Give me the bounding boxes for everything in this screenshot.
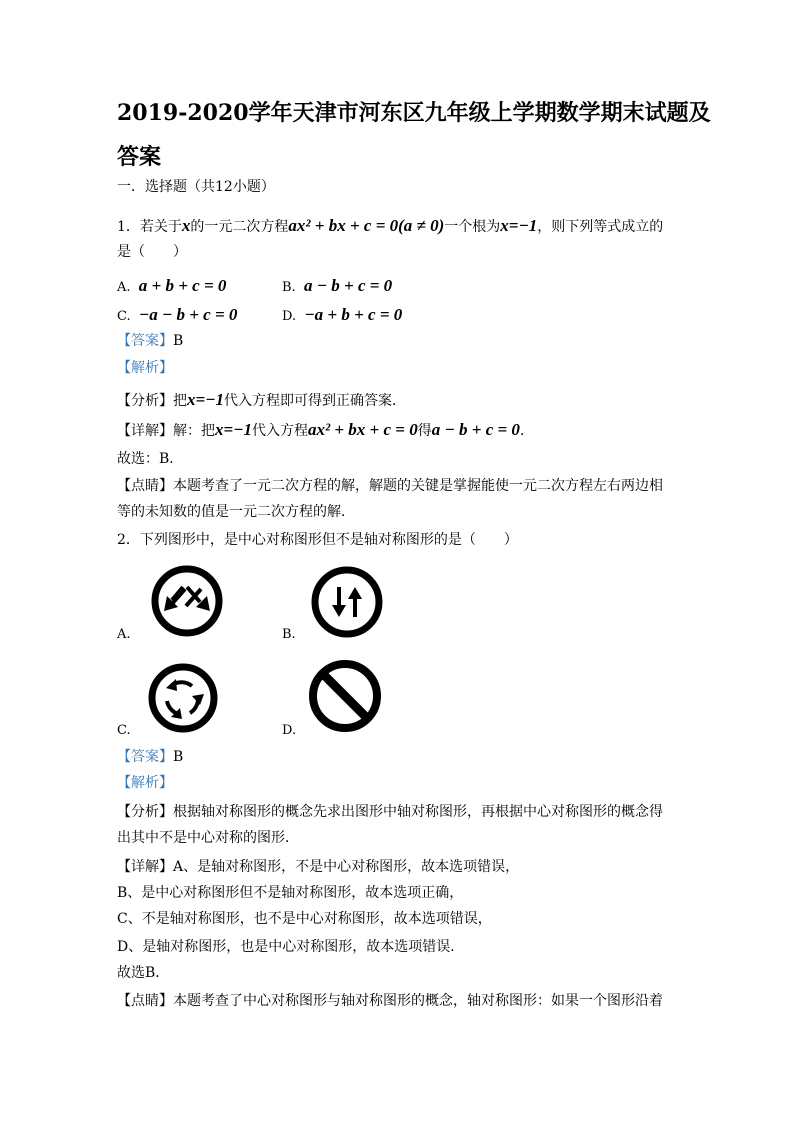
text: 根据轴对称图形的概念先求出图形中轴对称图形，再根据中心对称图形的概念得 [173, 804, 663, 820]
text: 解：把 [173, 423, 215, 439]
q1-option-c [117, 305, 237, 325]
q2-stem: 2．下列图形中，是中心对称图形但不是轴对称图形的是（ ） [117, 532, 518, 548]
math: a − b + c = 0 [303, 276, 393, 295]
q2-option-c-label: C. [117, 723, 131, 738]
q1-choose: 故选：B． [117, 451, 184, 467]
label: D. [282, 309, 297, 324]
math: ax² + bx + c = 0(a ≠ 0) [288, 216, 445, 235]
text: 的一元二次方程 [190, 219, 289, 235]
tag: 【详解】 [117, 423, 173, 439]
text: ． [519, 423, 534, 439]
q1-dianjing-line2: 等的未知数的值是一元二次方程的解． [117, 504, 355, 520]
tag: 【分析】 [117, 393, 173, 409]
q2-option-a-label: A. [117, 627, 131, 642]
q2-fenxi-line2: 出其中不是中心对称的图形． [117, 830, 299, 846]
two-way-traffic-sign-icon [310, 565, 384, 639]
text: 得 [417, 423, 432, 439]
q1-analysis-tag: 【解析】 [117, 360, 173, 376]
text: 把 [173, 393, 187, 409]
math: x=−1 [500, 216, 538, 235]
math: x [181, 216, 191, 235]
q2-option-b-label: B. [282, 627, 296, 642]
tag: 【点睛】 [117, 478, 173, 494]
math: −a − b + c = 0 [138, 305, 238, 324]
q2-dianjing [117, 992, 663, 1010]
q1-stem [117, 217, 663, 236]
q1-xiangjie [117, 421, 534, 440]
q2-xiangjie-c: C、不是轴对称图形，也不是中心对称图形，故本选项错误， [117, 911, 492, 927]
label: B. [282, 280, 296, 295]
roundabout-sign-icon [146, 661, 220, 735]
text: A、是轴对称图形，不是中心对称图形，故本选项错误， [173, 859, 520, 875]
label: C. [117, 309, 131, 324]
text: 1．若关于 [117, 219, 182, 235]
q1-answer [117, 332, 183, 350]
text: ，则下列等式成立的 [537, 219, 664, 235]
prohibition-sign-icon [307, 658, 383, 734]
tag: 【详解】 [117, 859, 173, 875]
text: 一个根为 [444, 219, 501, 235]
section-heading: 一．选择题（共12小题） [117, 179, 275, 195]
q2-answer [117, 748, 183, 766]
q1-dianjing [117, 477, 663, 495]
tag: 【分析】 [117, 804, 173, 820]
tag: 【答案】 [117, 333, 173, 349]
q1-stem-line2: 是（ ） [117, 244, 187, 260]
text: 本题考查了一元二次方程的解，解题的关键是掌握能使一元二次方程左右两边相 [173, 478, 663, 494]
q2-choose: 故选B． [117, 965, 170, 981]
q1-option-d [282, 305, 402, 325]
tag: 【点睛】 [117, 993, 173, 1009]
math: ax² + bx + c = 0 [308, 420, 418, 439]
math: a − b + c = 0 [431, 420, 520, 439]
q2-fenxi [117, 803, 663, 821]
doc-title-line2: 答案 [117, 144, 162, 170]
answer: B [173, 333, 184, 349]
q1-option-a [117, 276, 226, 296]
q1-option-b [282, 276, 392, 296]
label: A. [117, 280, 131, 295]
math: x=−1 [215, 420, 252, 439]
q1-fenxi [117, 391, 406, 410]
q2-option-d-label: D. [282, 723, 297, 738]
diverging-arrows-sign-icon [150, 564, 224, 638]
text: 代入方程 [252, 423, 308, 439]
text: 代入方程即可得到正确答案． [224, 393, 406, 409]
q2-xiangjie-b: B、是中心对称图形但不是轴对称图形，故本选项正确， [117, 885, 464, 901]
q2-xiangjie [117, 858, 519, 876]
doc-title-line1: 2019-2020学年天津市河东区九年级上学期数学期末试题及 [117, 100, 711, 126]
math: x=−1 [187, 390, 224, 409]
q2-xiangjie-d: D、是轴对称图形，也是中心对称图形，故本选项错误． [117, 939, 465, 955]
answer: B [173, 749, 184, 765]
math: −a + b + c = 0 [304, 305, 403, 324]
q2-analysis-tag: 【解析】 [117, 775, 173, 791]
text: 本题考查了中心对称图形与轴对称图形的概念，轴对称图形：如果一个图形沿着 [173, 993, 663, 1009]
tag: 【答案】 [117, 749, 173, 765]
math: a + b + c = 0 [138, 276, 227, 295]
